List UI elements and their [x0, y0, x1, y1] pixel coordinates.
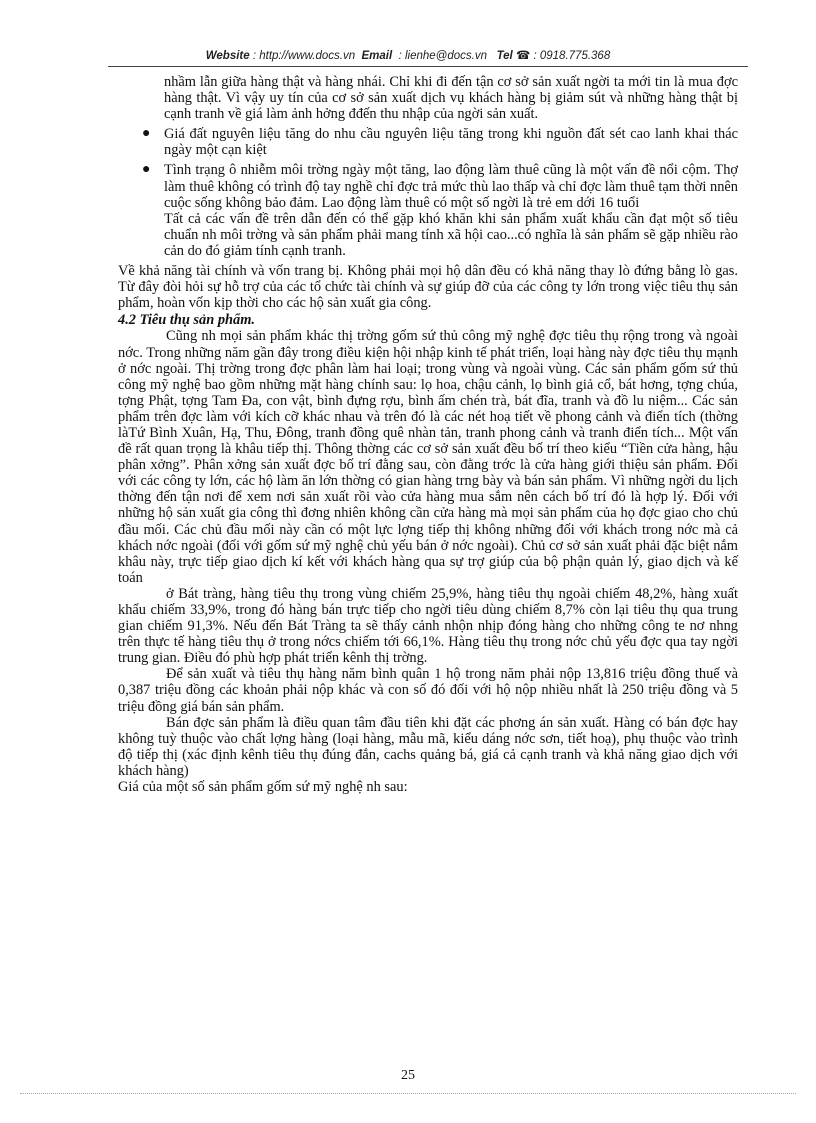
email-value: : lienhe@docs.vn [398, 50, 487, 62]
bullet-item [142, 126, 738, 159]
closing-line: Giá của một số sản phẩm gốm sứ mỹ nghệ nh sau: [118, 779, 408, 796]
bullet-text: Giá đất nguyên liệu tăng do nhu cầu nguyên liệu tăng trong khi nguồn đất sét cao lanh khai thác ngày một cạn kiệt [164, 126, 738, 159]
bullet-text: Tình trạng ô nhiễm môi trờng ngày một tăng, lao động làm thuê cũng là một vấn đề nổi cộm. Thợ làm thuê không có trình độ tay nghề chỉ đợc trả mức thù lao thấp và chỉ đợc làm thuê tạm thời nnên cuộc sống không bảo đảm. Lao động làm thuê có một số ngời là trẻ em dới 16 tuổi [164, 162, 738, 211]
bullet-followup-paragraph: Tất cả các vấn đề trên dẫn đến có thể gặp khó khăn khi sản phẩm xuất khẩu cần đạt một số tiêu chuẩn nh môi trờng và sản phẩm phải mang tính xã hội cao...có nghĩa là sản phẩm sẽ gặp nhiều rào cản do đó giảm tính cạnh tranh. [164, 210, 738, 259]
bullet-icon: ● [142, 162, 151, 178]
bullet-list [118, 126, 738, 210]
document-body [118, 74, 738, 795]
marketing-paragraph: Bán đợc sản phẩm là điều quan tâm đầu tiên khi đặt các phơng án sản xuất. Hàng có bán đợc hay không tuỳ thuộc vào chất lợng hàng (loại hàng, mẫu mã, kiểu dáng nớc sơn, tiết hoạ), phụ thuộc vào trình độ tiếp thị (xác định kênh tiêu thụ đúng đắn, cachs quảng bá, giá cả cạnh tranh và khả năng giao dịch với khách hàng) [118, 714, 738, 779]
bullet-icon: ● [142, 126, 151, 142]
finance-paragraph: Về khả năng tài chính và vốn trang bị. Không phải mọi hộ dân đều có khả năng thay lò đứng bằng lò gas. Từ đây đòi hỏi sự hỗ trợ của các tổ chức tài chính và sự giúp đỡ của các công ty lớn trong việc tiêu thụ sản phẩm, hoàn vốn kịp thời cho các hộ sản xuất gia công. [118, 263, 738, 312]
tel-label: Tel ☎ [496, 50, 531, 62]
page-header [0, 48, 816, 62]
website-value: : http://www.docs.vn [252, 50, 356, 62]
sales-paragraph: Cũng nh mọi sản phẩm khác thị trờng gốm sứ thủ công mỹ nghệ đợc tiêu thụ rộng trong và ngoài nớc. Trong những năm gần đây trong điều kiện hội nhập kinh tế phát triển, loại hàng này đợc tiêu thụ mạnh ở nớc ngoài. Thị trờng trong đợc phân làm hai loại; trong vùng và ngoài vùng. Các sản phẩm gốm sứ thủ công mỹ nghệ bao gồm những mặt hàng chính sau: lọ hoa, chậu cảnh, lọ bình giả cổ, bát hơng, tợng chúa, tợng Phật, tợng Tam Đa, con vật, bình đựng rợu, bình ấm chén trà, bát đĩa, tranh và đồ lu niệm... Các sản phẩm trên đợc làm với kích cỡ khác nhau và trên đó là các nét hoạ tiết về phong cảnh và điển tích (thờng làTứ Bình Xuân, Hạ, Thu, Đông, tranh đồng quê nhàn tản, tranh phong cảnh và tranh điển tích... Một vấn đề rất quan trọng là khâu tiếp thị. Thông thờng các cơ sở sản xuất đều bố trí theo kiểu “Tiền cửa hàng, hậu phân xởng”. Phân xởng sản xuất đợc bố trí đằng sau, còn đằng trớc là cửa hàng giới thiệu sản phẩm. Đối với các công ty lớn, các hộ làm ăn lớn thờng có gian hàng trng bày và bán sản phẩm. Vì những ngời du lịch thờng đến tận nơi để xem nơi sản xuất rồi vào cửa hàng mua sắm nên cách bố trí đó là hợp lý. Đối với những hộ sản xuất gia công thì đơng nhiên không cần cửa hàng mà mọi sản phẩm của họ đợc giao cho chủ đầu mối. Các chủ đầu mối này cần có một lực lợng tiếp thị không những đối với khách trong nớc mà cả khách nớc ngoài (đối với gốm sứ mỹ nghệ chủ yếu bán ở nớc ngoài). Chủ cơ sở sản xuất phải đặc biệt nắm khâu này, trực tiếp giao dịch kí kết với khách hàng qua sự trợ giúp của bộ phận quản lý, giao dịch và kế toán [118, 328, 738, 586]
page-number: 25 [401, 1068, 415, 1083]
tax-paragraph: Để sản xuất và tiêu thụ hàng năm bình quân 1 hộ trong năm phải nộp 13,816 triệu đồng thuế và 0,387 triệu đồng các khoản phải nộp khác và con số đó đối với hộ nộp nhiều nhất là 250 triệu đồng và 5 triệu đồng giá bán sản phẩm. [118, 666, 738, 715]
statistics-paragraph: ở Bát tràng, hàng tiêu thụ trong vùng chiếm 25,9%, hàng tiêu thụ ngoài chiếm 48,2%, hàng xuất khẩu chiếm 33,9%, trong đó hàng bán trực tiếp cho ngời tiêu dùng chiếm 8,7% còn lại tiêu thụ qua trung gian chiếm 91,3%. Nếu đến Bát Tràng ta sẽ thấy cảnh nhộn nhịp đóng hàng cho những công te nơ nhng trên thực tế hàng tiêu thụ ở trong nớcs chiếm tới 66,1%. Hàng tiêu thụ trong nớc chủ yếu đợc qua tay ngời trung gian. Điều đó phù hợp phát triển kênh thị trờng. [118, 585, 738, 667]
email-label: Email [361, 50, 393, 62]
bullet-item [142, 162, 738, 211]
intro-paragraph: nhầm lẫn giữa hàng thật và hàng nhái. Chỉ khi đi đến tận cơ sở sản xuất ngời ta mới tin là mua đợc hàng thật. Vì vậy uy tín của cơ sở sản xuất dịch vụ khách hàng bị giảm sút và những hàng thật bị cạnh tranh về giá làm ảnh hởng đđến thu nhập của ngời sản xuất. [164, 74, 738, 123]
section-heading: 4.2 Tiêu thụ sản phẩm. [118, 312, 256, 329]
footer-divider [20, 1093, 796, 1094]
website-label: Website [205, 50, 250, 62]
header-divider [108, 66, 748, 67]
tel-value: : 0918.775.368 [533, 50, 611, 62]
